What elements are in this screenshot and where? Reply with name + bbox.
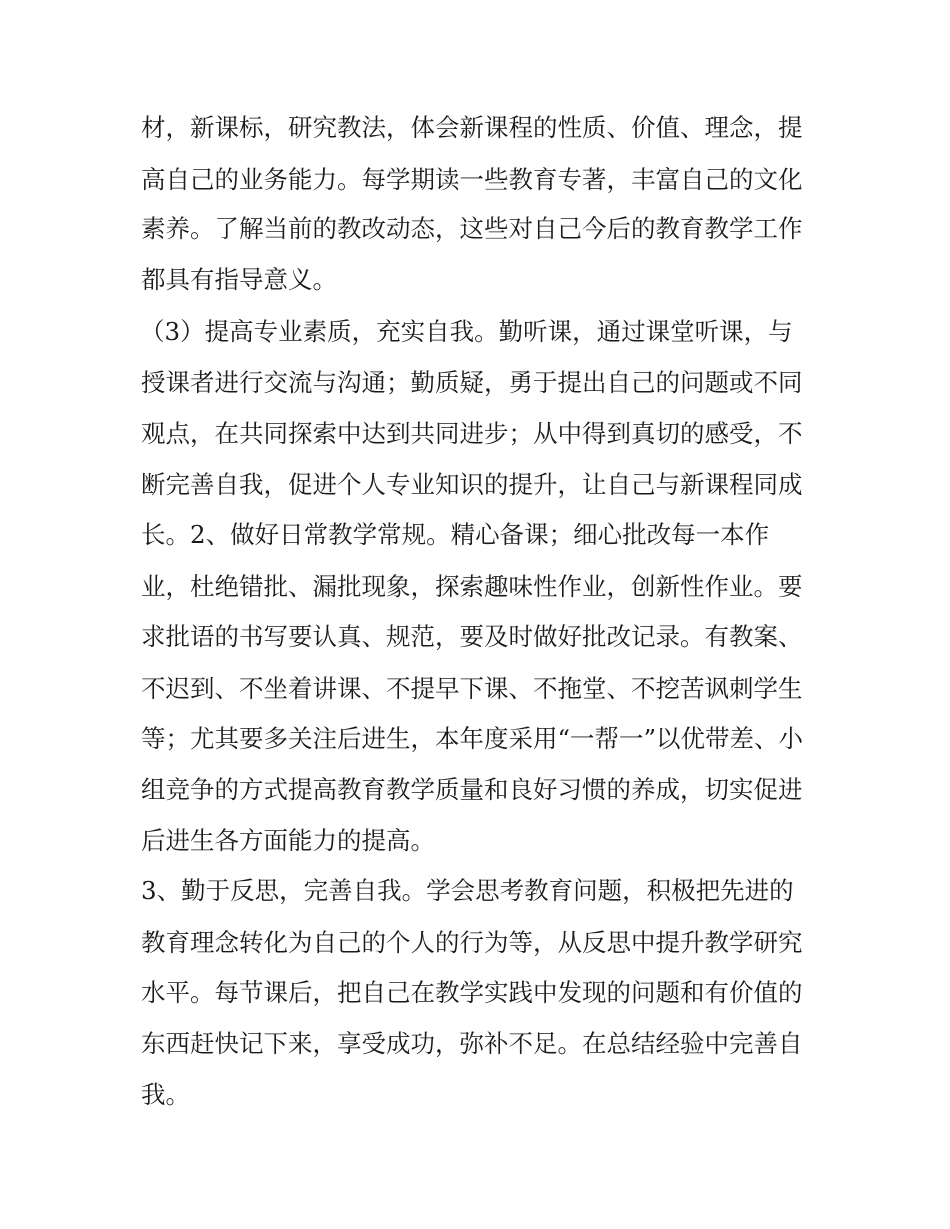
text-line: 业，杜绝错批、漏批现象，探索趣味性作业，创新性作业。要 — [141, 572, 803, 601]
text-line: 不迟到、不坐着讲课、不提早下课、不拖堂、不挖苦讽刺学生 — [141, 674, 803, 703]
text-line: 等；尤其要多关注后进生，本年度采用“一帮一”以优带差、小 — [141, 724, 804, 753]
text-line: 教育理念转化为自己的个人的行为等，从反思中提升教学研究 — [141, 928, 803, 957]
text-line: 后进生各方面能力的提高。 — [141, 826, 435, 855]
text-line: 都具有指导意义。 — [141, 265, 337, 294]
text-line: 我。 — [141, 1080, 190, 1109]
text-line: 长。2、做好日常教学常规。精心备课；细心批改每一本作 — [141, 520, 770, 549]
text-line: 观点，在共同探索中达到共同进步；从中得到真切的感受，不 — [141, 419, 803, 448]
text-line: 素养。了解当前的教改动态，这些对自己今后的教育教学工作 — [141, 214, 803, 243]
text-line: 材，新课标，研究教法，体会新课程的性质、价值、理念，提 — [141, 113, 803, 142]
text-line: （3）提高专业素质，充实自我。勤听课，通过课堂听课，与 — [140, 317, 793, 346]
text-line: 高自己的业务能力。每学期读一些教育专著，丰富自己的文化 — [141, 165, 803, 194]
text-line: 水平。每节课后，把自己在教学实践中发现的问题和有价值的 — [141, 978, 803, 1007]
text-line: 组竞争的方式提高教育教学质量和良好习惯的养成，切实促进 — [141, 775, 803, 804]
text-line: 东西赶快记下来，享受成功，弥补不足。在总结经验中完善自 — [141, 1029, 803, 1058]
text-line: 求批语的书写要认真、规范，要及时做好批改记录。有教案、 — [141, 622, 803, 651]
text-line: 授课者进行交流与沟通；勤质疑，勇于提出自己的问题或不同 — [141, 368, 803, 397]
text-line: 断完善自我，促进个人专业知识的提升，让自己与新课程同成 — [141, 470, 803, 499]
text-line: 3、勤于反思，完善自我。学会思考教育问题，积极把先进的 — [141, 876, 794, 905]
